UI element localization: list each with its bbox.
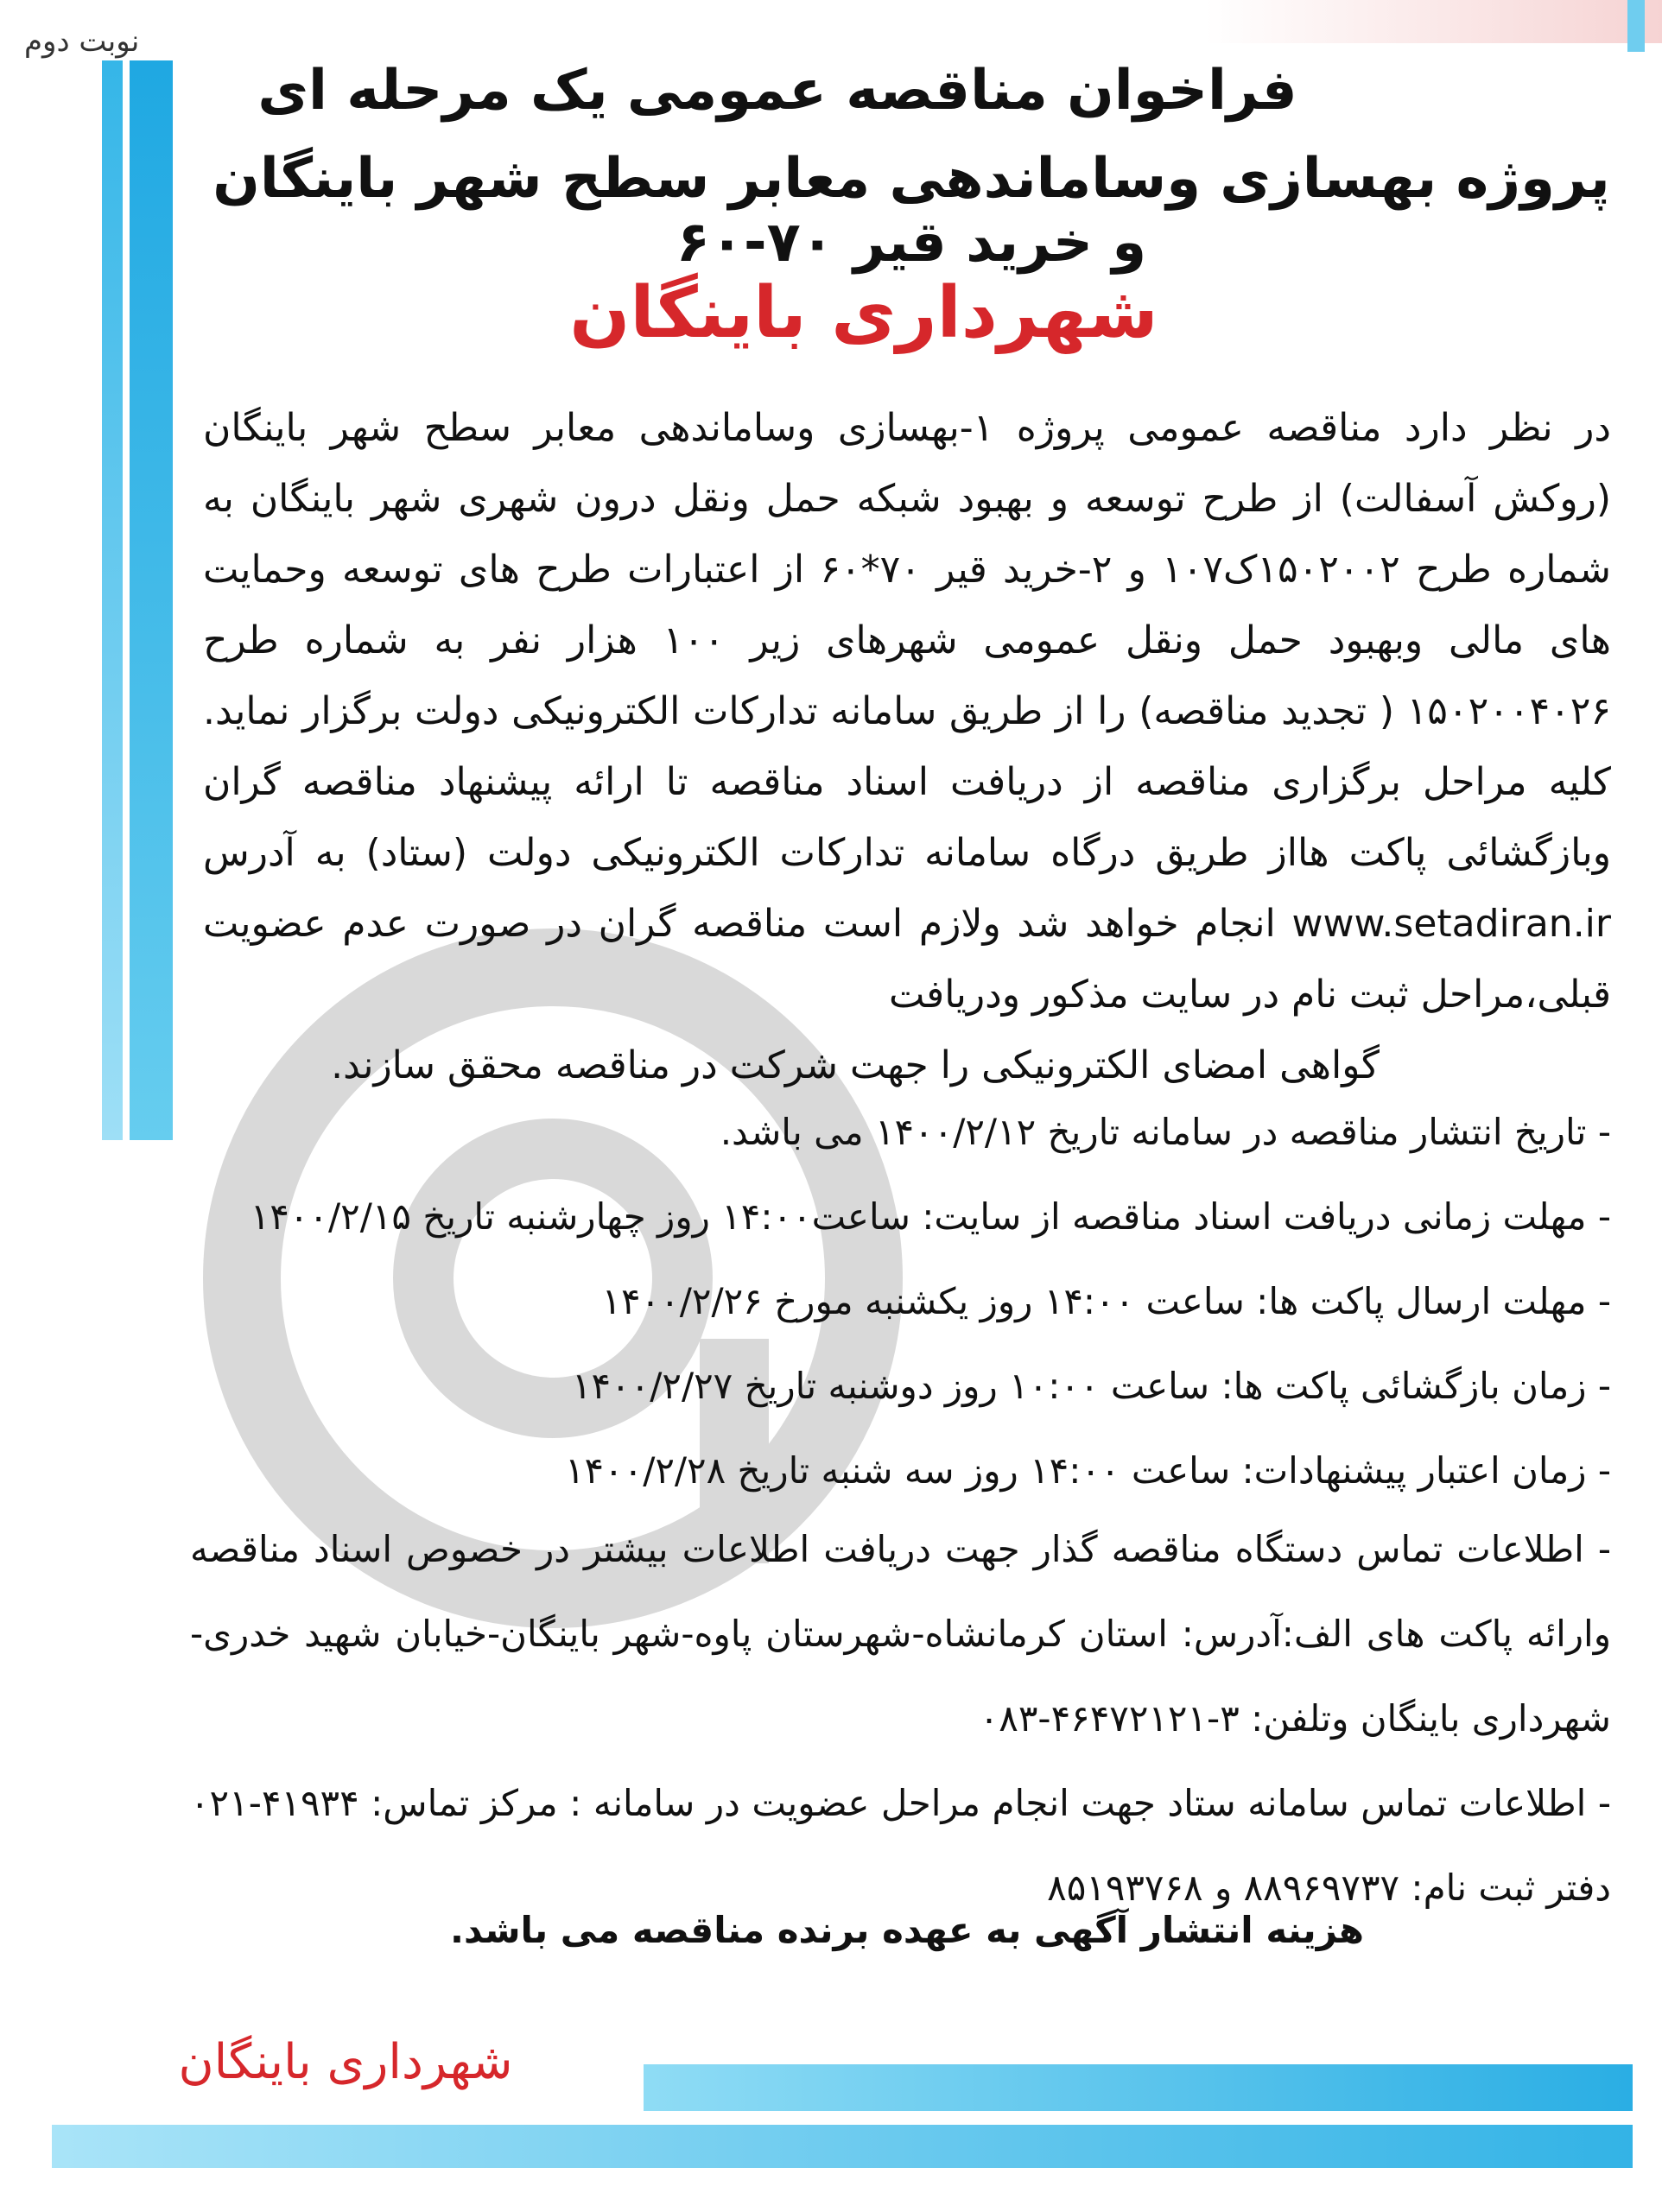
- list-item: - مهلت زمانی دریافت اسناد مناقصه از سایت: ساعت۱۴:۰۰ روز چهارشنبه تاریخ ۱۴۰۰/۲/۱۵: [250, 1195, 1611, 1238]
- body-last-line: گواهی امضای الکترونیکی را جهت شرکت در مناقصه محقق سازند.: [331, 1043, 1380, 1087]
- list-item: - مهلت ارسال پاکت ها: ساعت ۱۴:۰۰ روز یکشنبه مورخ ۱۴۰۰/۲/۲۶: [601, 1280, 1611, 1322]
- corner-blue-strip: [1627, 0, 1645, 52]
- cost-note: هزینه انتشار آگهی به عهده برنده مناقصه می باشد.: [450, 1909, 1364, 1951]
- list-item: - زمان اعتبار پیشنهادات: ساعت ۱۴:۰۰ روز سه شنبه تاریخ ۱۴۰۰/۲/۲۸: [564, 1449, 1611, 1492]
- contact-setad: - اطلاعات تماس سامانه ستاد جهت انجام مراحل عضویت در سامانه : مرکز تماس: ۴۱۹۳۴-۰۲۱ دفتر ثبت نام: ۸۸۹۶۹۷۳۷ و ۸۵۱۹۳۷۶۸: [190, 1782, 1611, 1909]
- left-decorative-bar: [102, 60, 123, 1140]
- contact-organizer: - اطلاعات تماس دستگاه مناقصه گذار جهت دریافت اطلاعات بیشتر در خصوص اسناد مناقصه وارائه پاکت های الف:آدرس: استان کرمانشاه-شهرستان پاوه-شهر باینگان-خیابان شهید خدری-شهرداری باینگان وتلفن: ۳-۴۶۴۷۲۱۲۱-۰۸۳: [190, 1528, 1611, 1740]
- signature: شهرداری باینگان: [178, 2034, 513, 2090]
- project-title: پروژه بهسازی وساماندهی معابر سطح شهر باینگان و خرید قیر ۷۰-۶۰: [213, 147, 1610, 275]
- announcement-body: [203, 393, 1611, 1101]
- schedule-list: [190, 1090, 1611, 1513]
- list-item: - زمان بازگشائی پاکت ها: ساعت ۱۰:۰۰ روز دوشنبه تاریخ ۱۴۰۰/۲/۲۷: [572, 1365, 1611, 1407]
- organization-heading: شهرداری باینگان: [569, 272, 1158, 354]
- list-item: - تاریخ انتشار مناقصه در سامانه تاریخ ۱۴۰۰/۲/۱۲ می باشد.: [720, 1111, 1611, 1153]
- edition-label: نوبت دوم: [24, 24, 140, 59]
- body-paragraph: در نظر دارد مناقصه عمومی پروژه ۱-بهسازی وساماندهی معابر سطح شهر باینگان (روکش آسفالت) از طرح توسعه و بهبود شبکه حمل ونقل درون شهری شهر باینگان به شماره طرح ۱۵۰۲۰۰۲ک۱۰۷ و ۲-خرید قیر ۷۰*۶۰ از اعتبارات طرح های توسعه وحمایت های مالی وبهبود حمل ونقل عمومی شهرهای زیر ۱۰۰ هزار نفر به شماره طرح ۱۵۰۲۰۰۴۰۲۶ ( تجدید مناقصه) را از طریق سامانه تدارکات الکترونیکی دولت برگزار نماید. کلیه مراحل برگزاری مناقصه از دریافت اسناد مناقصه تا ارائه پیشنهاد مناقصه گران وبازگشائی پاکت هااز طریق درگاه سامانه تدارکات الکترونیکی دولت (ستاد) به آدرس www.setadiran.ir انجام خواهد شد ولازم است مناقصه گران در صورت عدم عضویت قبلی،مراحل ثبت نام در سایت مذکور ودریافت: [203, 406, 1612, 1017]
- corner-decoration: [1205, 0, 1662, 43]
- bottom-decorative-bar-wide: [52, 2125, 1633, 2168]
- bottom-decorative-bar: [644, 2064, 1633, 2111]
- contact-info: [190, 1507, 1611, 1930]
- page-title: فراخوان مناقصه عمومی یک مرحله ای: [257, 59, 1297, 123]
